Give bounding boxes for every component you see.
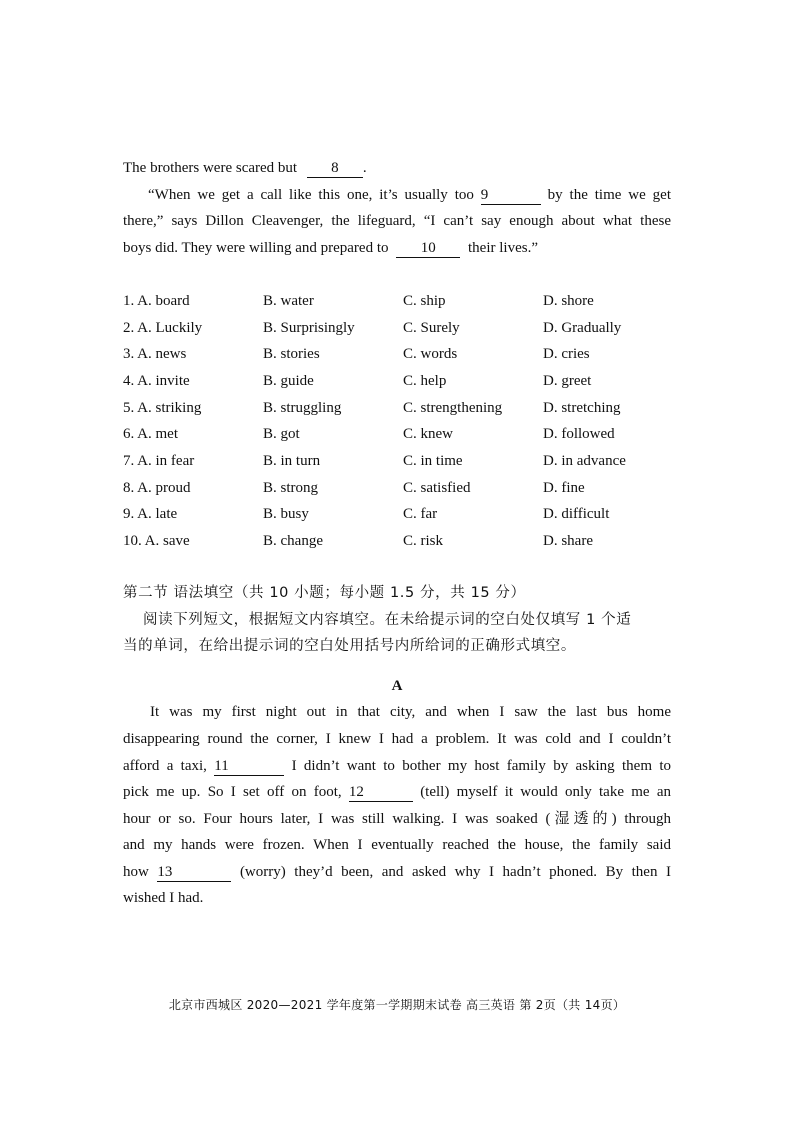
option-row: [123, 344, 683, 364]
option-b: B. got: [263, 426, 300, 442]
text: hour or so. Four hours later, I was still walking. I was soaked (湿透的) through: [123, 811, 671, 827]
option-b: B. stories: [263, 346, 320, 362]
option-c: C. far: [403, 506, 438, 522]
option-a: 1. A. board: [123, 293, 190, 309]
passage-label: A: [391, 678, 403, 694]
option-a: 10. A. save: [123, 533, 190, 549]
option-d: D. fine: [543, 480, 585, 496]
option-row: [123, 424, 683, 444]
text: I didn’t want to bother my host family by asking them to: [291, 758, 671, 774]
text: pick me up. So I set off on foot,: [123, 784, 342, 800]
blank-10: 10: [396, 240, 460, 258]
passage-line: [123, 158, 671, 178]
passage-line: there,” says Dillon Cleavenger, the lifeguard, “I can’t say enough about what these: [123, 213, 671, 229]
text: “When we get a call like this one, it’s usually too: [148, 187, 474, 203]
text: (worry) they’d been, and asked why I hadn’t phoned. By then I: [239, 864, 672, 880]
blank-8: 8: [307, 160, 363, 178]
option-a: 3. A. news: [123, 346, 187, 362]
blank-9: 9: [481, 187, 541, 205]
option-b: B. guide: [263, 373, 314, 389]
option-c: C. ship: [403, 293, 446, 309]
option-c: C. satisfied: [403, 480, 471, 496]
text: (tell) myself it would only take me an: [420, 784, 671, 800]
option-c: C. in time: [403, 453, 463, 469]
text: by the time we get: [547, 187, 671, 203]
instruction-line: 当的单词，在给出提示词的空白处用括号内所给词的正确形式填空。: [123, 638, 576, 654]
option-d: D. difficult: [543, 506, 610, 522]
text: .: [362, 160, 367, 176]
passage-line: disappearing round the corner, I knew I had a problem. It was cold and I couldn’t: [123, 731, 671, 747]
text: their lives.”: [468, 240, 538, 256]
option-d: D. share: [543, 533, 593, 549]
option-a: 9. A. late: [123, 506, 178, 522]
option-c: C. Surely: [403, 320, 460, 336]
option-c: C. help: [403, 373, 447, 389]
option-row: [123, 371, 683, 391]
option-row: [123, 504, 683, 524]
blank-13: 13: [157, 864, 231, 882]
option-d: D. cries: [543, 346, 590, 362]
option-a: 6. A. met: [123, 426, 178, 442]
option-c: C. strengthening: [403, 400, 503, 416]
page-footer: 北京市西城区 2020—2021 学年度第一学期期末试卷 高三英语 第 2页（共 14页）: [168, 998, 626, 1012]
passage-line: wished I had.: [123, 890, 204, 906]
option-b: B. Surprisingly: [263, 320, 355, 336]
instruction-line: 阅读下列短文，根据短文内容填空。在未给提示词的空白处仅填写 1 个适: [143, 612, 632, 628]
passage-line: [123, 782, 671, 802]
option-row: [123, 478, 683, 498]
option-a: 5. A. striking: [123, 400, 202, 416]
option-a: 2. A. Luckily: [123, 320, 203, 336]
passage-line: [123, 862, 671, 882]
option-row: [123, 531, 683, 551]
blank-12: 12: [349, 784, 413, 802]
option-b: B. in turn: [263, 453, 321, 469]
text: how: [123, 864, 149, 880]
section-heading: 第二节 语法填空（共 10 小题；每小题 1.5 分，共 15 分）: [123, 585, 526, 601]
option-b: B. strong: [263, 480, 319, 496]
option-d: D. shore: [543, 293, 594, 309]
blank-11: 11: [214, 758, 284, 776]
option-d: D. Gradually: [543, 320, 622, 336]
text: boys did. They were willing and prepared to: [123, 240, 389, 256]
option-a: 8. A. proud: [123, 480, 191, 496]
option-d: D. stretching: [543, 400, 621, 416]
passage-line: [123, 756, 671, 776]
option-a: 4. A. invite: [123, 373, 190, 389]
option-b: B. water: [263, 293, 314, 309]
passage-line: [123, 185, 671, 205]
option-b: B. struggling: [263, 400, 342, 416]
option-c: C. words: [403, 346, 458, 362]
passage-line: [123, 238, 671, 258]
option-c: C. knew: [403, 426, 453, 442]
text: afford a taxi,: [123, 758, 207, 774]
option-d: D. greet: [543, 373, 592, 389]
passage-line: [123, 809, 671, 829]
option-row: [123, 291, 683, 311]
option-b: B. change: [263, 533, 323, 549]
option-d: D. in advance: [543, 453, 626, 469]
option-row: [123, 451, 683, 471]
passage-line: and my hands were frozen. When I eventually reached the house, the family said: [123, 837, 671, 853]
passage-line: It was my first night out in that city, and when I saw the last bus home: [150, 704, 671, 720]
option-row: [123, 398, 683, 418]
option-a: 7. A. in fear: [123, 453, 195, 469]
option-row: [123, 318, 683, 338]
option-d: D. followed: [543, 426, 615, 442]
text: The brothers were scared but: [123, 160, 298, 176]
option-b: B. busy: [263, 506, 309, 522]
option-c: C. risk: [403, 533, 444, 549]
